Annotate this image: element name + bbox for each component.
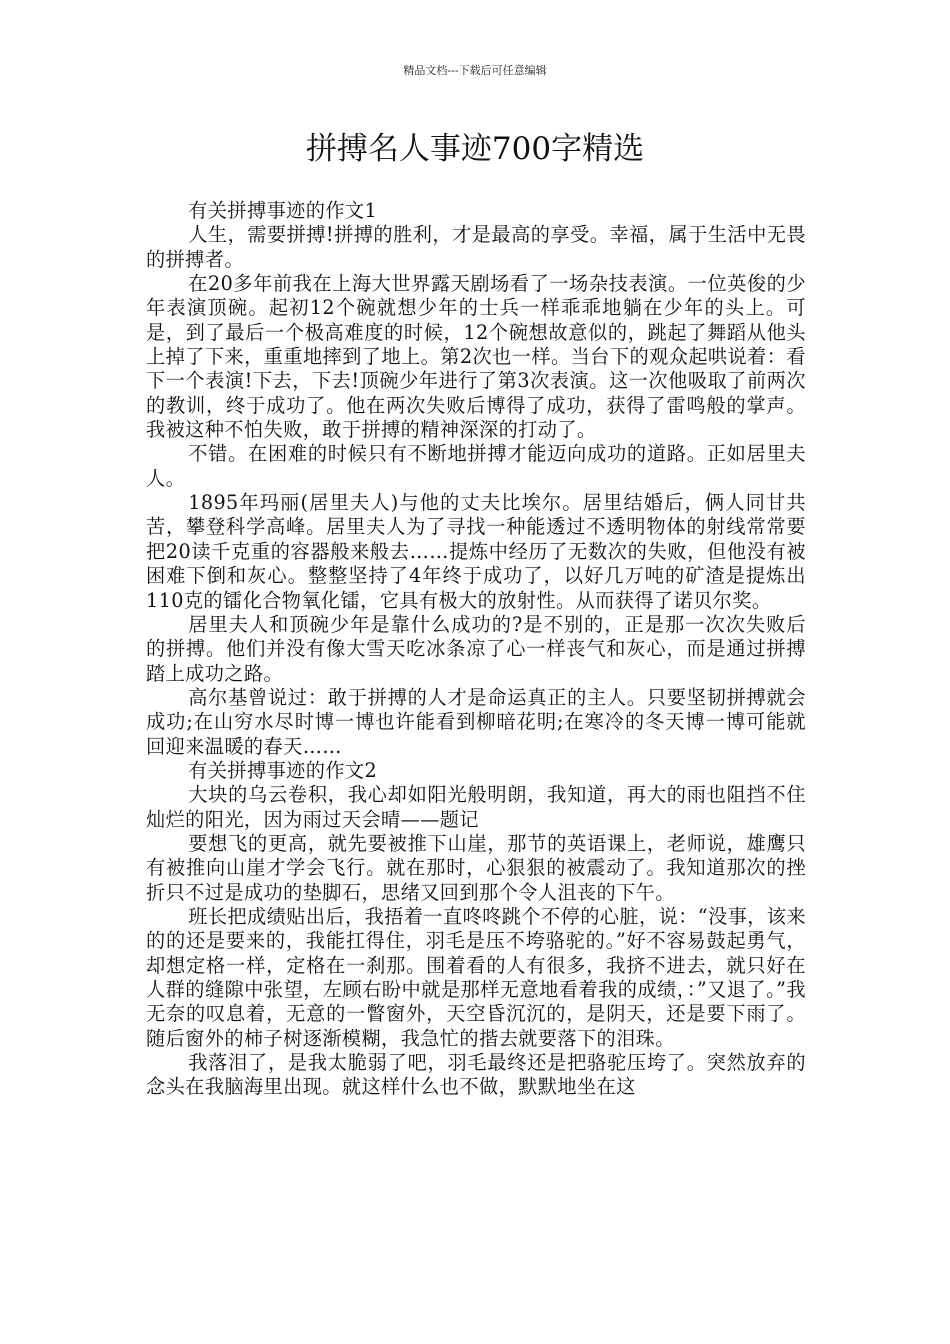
paragraph: 班长把成绩贴出后，我捂着一直咚咚跳个不停的心脏，说：“没事，该来的的还是要来的，我能扛得住，羽毛是压不垮骆驼的。”好不容易鼓起勇气，却想定格一样，定格在一刹那。围着看的人有很多，我挤不进去，就只好在人群的缝隙中张望，左顾右盼中就是那样无意地看着我的成绩，：”又退了。”我无奈的叹息着，无意的一瞥窗外，天空昏沉沉的，是阴天，还是要下雨了。随后窗外的柿子树逐渐模糊，我急忙的揩去就要落下的泪珠。: [146, 904, 806, 1050]
section-heading-1: 有关拼搏事迹的作文1: [188, 199, 378, 222]
paragraph: 要想飞的更高，就先要被推下山崖，那节的英语课上，老师说，雄鹰只有被推向山崖才学会飞行。就在那时，心狠狠的被震动了。我知道那次的挫折只不过是成功的垫脚石，思绪又回到那个令人沮丧的下午。: [146, 831, 806, 904]
paragraph: 1895年玛丽(居里夫人)与他的丈夫比埃尔。居里结婚后，俩人同甘共苦，攀登科学高峰。居里夫人为了寻找一种能透过不透明物体的射线常常要把20读千克重的容器般来般去……提炼中经历了无数次的失败，但他没有被困难下倒和灰心。整整坚持了4年终于成功了，以好几万吨的矿渣是提炼出110克的镭化合物氧化镭，它具有极大的放射性。从而获得了诺贝尔奖。: [146, 491, 806, 612]
section-heading-2: 有关拼搏事迹的作文2: [188, 758, 378, 782]
paragraph: 不错。在困难的时候只有不断地拼搏才能迈向成功的道路。正如居里夫人。: [146, 442, 806, 490]
paragraph: 人生，需要拼搏!拼搏的胜利，才是最高的享受。幸福，属于生活中无畏的拼搏者。: [146, 223, 806, 271]
paragraph: 居里夫人和顶碗少年是靠什么成功的?是不别的，正是那一次次失败后的拼搏。他们并没有像大雪天吃冰条凉了心一样丧气和灰心，而是通过拼搏踏上成功之路。: [146, 612, 806, 685]
document-body: [146, 199, 806, 1100]
page-header-note: 精品文档---下载后可任意编辑: [403, 64, 547, 77]
paragraph: 大块的乌云卷积，我心却如阳光般明朗，我知道，再大的雨也阻挡不住灿烂的阳光，因为雨过天会晴——题记: [146, 783, 806, 831]
paragraph: 高尔基曾说过：敢于拼搏的人才是命运真正的主人。只要坚韧拼搏就会成功;在山穷水尽时博一博也许能看到柳暗花明;在寒冷的冬天博一博可能就回迎来温暖的春天……: [146, 685, 806, 758]
paragraph: 在20多年前我在上海大世界露天剧场看了一场杂技表演。一位英俊的少年表演顶碗。起初12个碗就想少年的士兵一样乖乖地躺在少年的头上。可是，到了最后一个极高难度的时候，12个碗想故意似的，跳起了舞蹈从他头上掉了下来，重重地摔到了地上。第2次也一样。当台下的观众起哄说着：看下一个表演!下去，下去!顶碗少年进行了第3次表演。这一次他吸取了前两次的教训，终于成功了。他在两次失败后博得了成功，获得了雷鸣般的掌声。我被这种不怕失败，敢于拼搏的精神深深的打动了。: [146, 272, 806, 442]
paragraph: 我落泪了，是我太脆弱了吧，羽毛最终还是把骆驼压垮了。突然放弃的念头在我脑海里出现。就这样什么也不做，默默地坐在这: [146, 1051, 806, 1099]
document-title: 拼搏名人事迹700字精选: [305, 131, 645, 167]
